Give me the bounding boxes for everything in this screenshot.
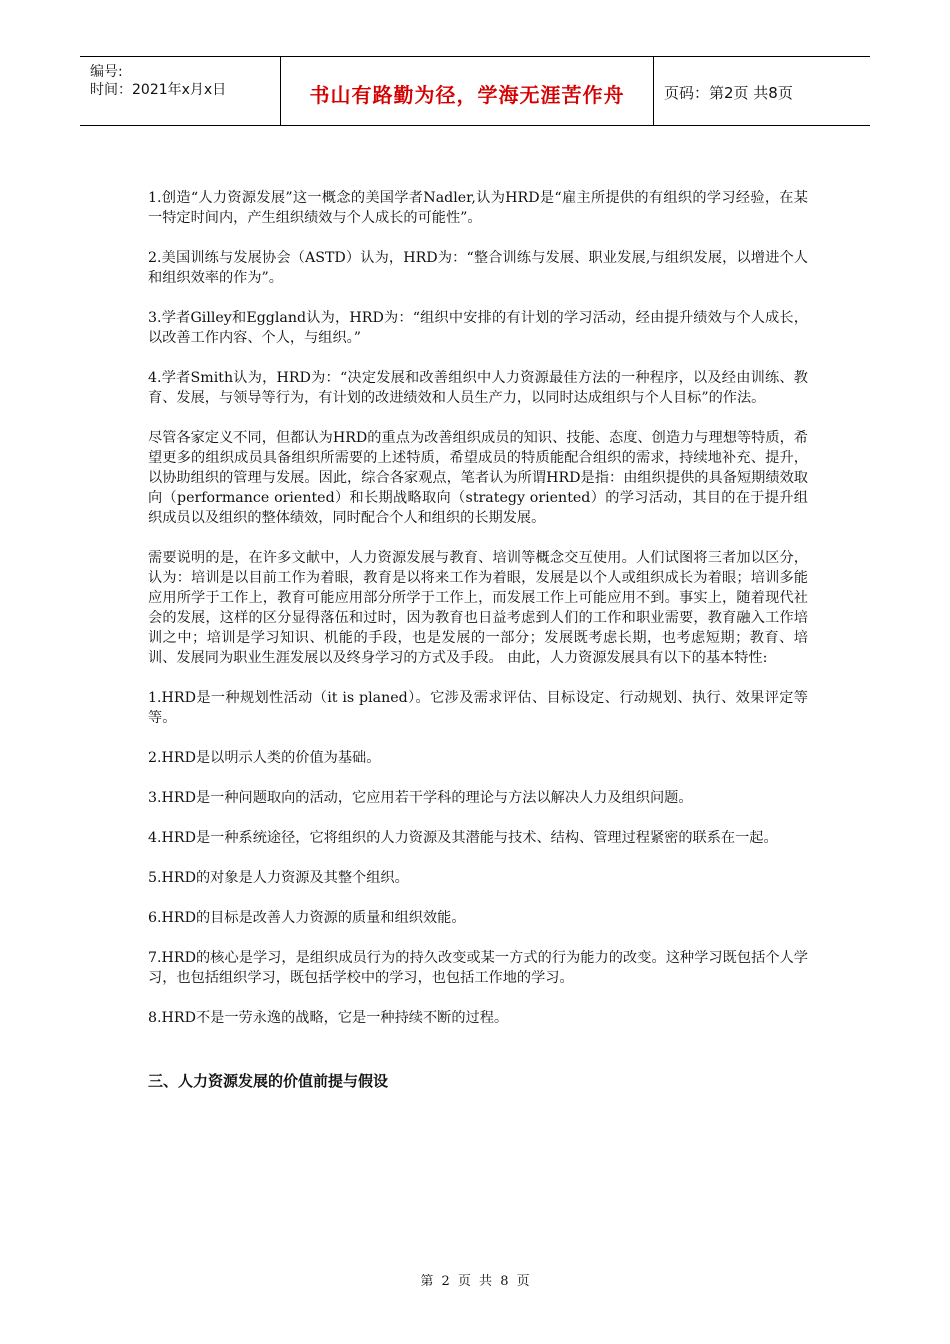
page-footer: 第 2 页 共 8 页 (420, 1274, 530, 1289)
paragraph: 2.美国训练与发展协会（ASTD）认为，HRD为：“整合训练与发展、职业发展,与组织发展，以增进个人和组织效率的作为”。 (148, 250, 808, 286)
section-heading: 三、人力资源发展的价值前提与假设 (148, 1072, 389, 1090)
paragraph: 需要说明的是，在许多文献中，人力资源发展与教育、培训等概念交互使用。人们试图将三者加以区分，认为：培训是以目前工作为着眼，教育是以将来工作为着眼，发展是以个人或组织成长为着眼；培训多能应用所学于工作上，教育可能应用部分所学于工作上，而发展工作上可能应用不到。事实上，随着现代社会的发展，这样的区分显得落伍和过时，因为教育也日益考虑到人们的工作和职业需要，教育融入工作培训之中；培训是学习知识、机能的手段，也是发展的一部分；发展既考虑长期，也考虑短期；教育、培训、发展同为职业生涯发展以及终身学习的方式及手段。 由此，人力资源发展具有以下的基本特性: (148, 550, 808, 666)
list-item: 2.HRD是以明示人类的价值为基础。 (148, 750, 381, 766)
header-motto-cell (281, 57, 654, 125)
list-item: 3.HRD是一种问题取向的活动，它应用若干学科的理论与方法以解决人力及组织问题。 (148, 790, 693, 806)
list-item: 7.HRD的核心是学习，是组织成员行为的持久改变或某一方式的行为能力的改变。这种学习既包括个人学习，也包括组织学习，既包括学校中的学习，也包括工作地的学习。 (148, 950, 808, 986)
document-date-label: 时间：2021年x月x日 (90, 82, 227, 98)
list-item: 6.HRD的目标是改善人力资源的质量和组织效能。 (148, 910, 466, 926)
header-motto: 书山有路勤为径，学海无涯苦作舟 (309, 83, 625, 107)
list-item: 1.HRD是一种规划性活动（it is planed）。它涉及需求评估、目标设定、行动规划、执行、效果评定等等。 (148, 690, 808, 726)
document-number-label: 编号: (90, 64, 123, 80)
paragraph: 1.创造“人力资源发展”这一概念的美国学者Nadler,认为HRD是“雇主所提供的有组织的学习经验，在某一特定时间内，产生组织绩效与个人成长的可能性”。 (148, 190, 808, 226)
list-item: 5.HRD的对象是人力资源及其整个组织。 (148, 870, 409, 886)
document-body (148, 188, 808, 1091)
list-item: 8.HRD不是一劳永逸的战略，它是一种持续不断的过程。 (148, 1010, 509, 1026)
paragraph: 尽管各家定义不同，但都认为HRD的重点为改善组织成员的知识、技能、态度、创造力与理想等特质，希望更多的组织成员具备组织所需要的上述特质，希望成员的特质能配合组织的需求，持续地补充、提升，以协助组织的管理与发展。因此，综合各家观点，笔者认为所谓HRD是指：由组织提供的具备短期绩效取向（performance oriented）和长期战略取向（strategy oriented）的学习活动，其目的在于提升组织成员以及组织的整体绩效，同时配合个人和组织的长期发展。 (148, 430, 808, 526)
header-page-cell (654, 57, 870, 125)
page-header (80, 56, 870, 126)
list-item: 4.HRD是一种系统途径，它将组织的人力资源及其潜能与技术、结构、管理过程紧密的联系在一起。 (148, 830, 778, 846)
header-meta-cell (80, 57, 281, 125)
paragraph: 3.学者Gilley和Eggland认为，HRD为：“组织中安排的有计划的学习活动，经由提升绩效与个人成长，以改善工作内容、个人，与组织。” (148, 310, 808, 346)
paragraph: 4.学者Smith认为，HRD为：“决定发展和改善组织中人力资源最佳方法的一种程序，以及经由训练、教育、发展，与领导等行为，有计划的改进绩效和人员生产力，以同时达成组织与个人目标”的作法。 (148, 370, 808, 406)
header-page-code: 页码：第2页 共8页 (664, 84, 793, 102)
